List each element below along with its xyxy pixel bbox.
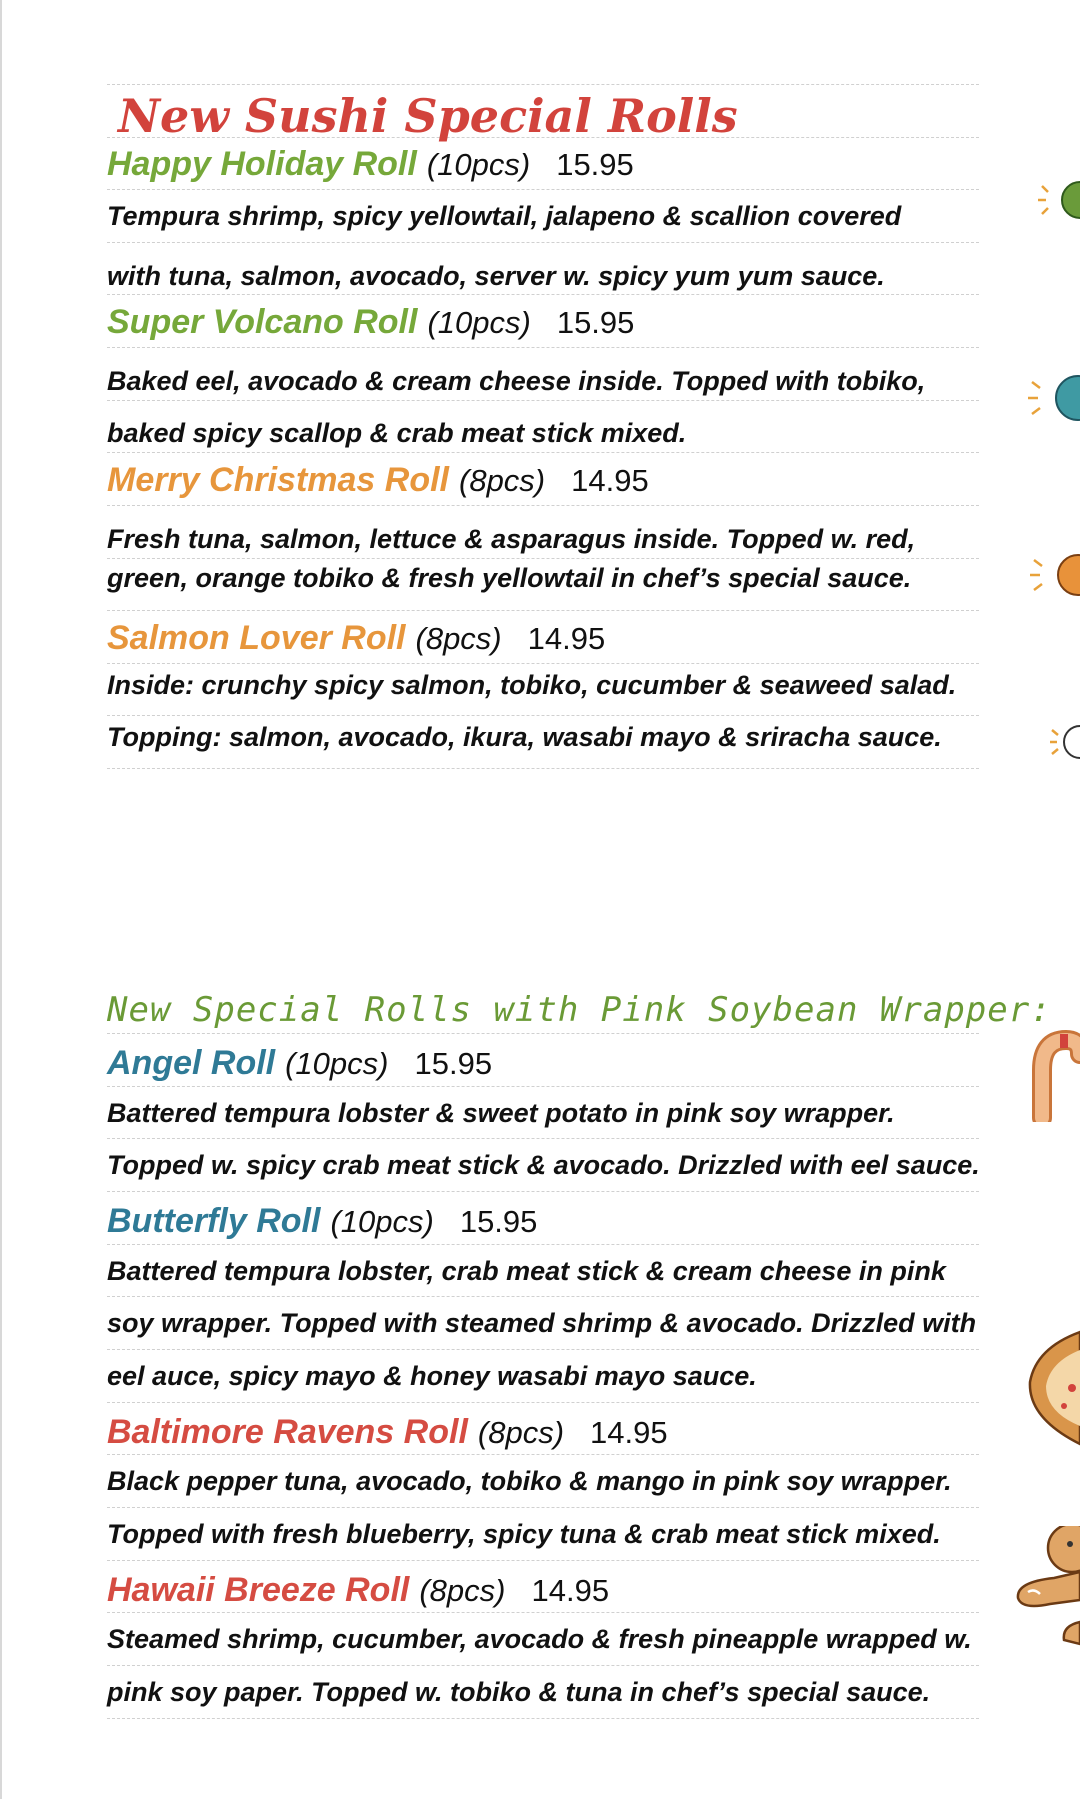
roll-description: Battered tempura lobster, crab meat stick & cream cheese in pink bbox=[107, 1256, 946, 1286]
roll-heading bbox=[107, 1040, 492, 1086]
rule-line bbox=[107, 189, 979, 190]
roll-description: Topping: salmon, avocado, ikura, wasabi mayo & sriracha sauce. bbox=[107, 722, 942, 752]
ornament-icon bbox=[1028, 370, 1080, 426]
rule-line bbox=[107, 1086, 979, 1087]
roll-price: 15.95 bbox=[459, 1204, 538, 1239]
roll-description: green, orange tobiko & fresh yellowtail in chef’s special sauce. bbox=[107, 563, 912, 593]
roll-pieces: (10pcs) bbox=[427, 305, 531, 340]
roll-pieces: (8pcs) bbox=[477, 1415, 565, 1450]
roll-price: 14.95 bbox=[527, 621, 606, 656]
roll-description: with tuna, salmon, avocado, server w. spicy yum yum sauce. bbox=[107, 261, 885, 291]
roll-pieces: (8pcs) bbox=[459, 463, 546, 498]
roll-description: Inside: crunchy spicy salmon, tobiko, cucumber & seaweed salad. bbox=[107, 670, 957, 700]
roll-price: 15.95 bbox=[414, 1046, 493, 1081]
roll-heading bbox=[107, 299, 634, 345]
page-edge bbox=[0, 0, 2, 1799]
gingerbread-icon bbox=[1014, 1526, 1080, 1646]
roll-price: 15.95 bbox=[556, 147, 634, 182]
rule-line bbox=[107, 1191, 979, 1192]
rule-line bbox=[107, 1402, 979, 1403]
roll-heading bbox=[107, 457, 649, 503]
rule-line bbox=[107, 663, 979, 664]
roll-description: pink soy paper. Topped w. tobiko & tuna in chef’s special sauce. bbox=[107, 1677, 931, 1707]
roll-heading bbox=[107, 615, 605, 661]
roll-description: Tempura shrimp, spicy yellowtail, jalapeno & scallion covered bbox=[107, 201, 902, 231]
rule-line bbox=[107, 1244, 979, 1245]
roll-name: Super Volcano Roll bbox=[107, 303, 418, 341]
rule-line bbox=[107, 1665, 979, 1666]
ornament-icon bbox=[1036, 178, 1080, 224]
roll-description: Battered tempura lobster & sweet potato in pink soy wrapper. bbox=[107, 1098, 895, 1128]
roll-pieces: (8pcs) bbox=[415, 621, 502, 656]
cookie-icon bbox=[1026, 1328, 1080, 1448]
rule-line bbox=[107, 84, 979, 85]
roll-description: Steamed shrimp, cucumber, avocado & fresh pineapple wrapped w. bbox=[107, 1624, 972, 1654]
rule-line bbox=[107, 1296, 979, 1297]
roll-name: Salmon Lover Roll bbox=[107, 619, 406, 657]
roll-heading bbox=[107, 1409, 668, 1455]
roll-description: Topped w. spicy crab meat stick & avocado. Drizzled with eel sauce. bbox=[107, 1150, 980, 1180]
roll-name: Baltimore Ravens Roll bbox=[107, 1413, 468, 1451]
rule-line bbox=[107, 505, 979, 506]
rule-line bbox=[107, 242, 979, 243]
roll-heading bbox=[107, 141, 634, 187]
roll-description: Topped with fresh blueberry, spicy tuna & crab meat stick mixed. bbox=[107, 1519, 941, 1549]
roll-description: Baked eel, avocado & cream cheese inside. Topped with tobiko, bbox=[107, 366, 926, 396]
rule-line bbox=[107, 1349, 979, 1350]
roll-description: Fresh tuna, salmon, lettuce & asparagus inside. Topped w. red, bbox=[107, 524, 916, 554]
section-title: New Sushi Special Rolls bbox=[118, 89, 738, 143]
rule-line bbox=[107, 1560, 979, 1561]
roll-name: Happy Holiday Roll bbox=[107, 145, 417, 183]
rule-line bbox=[107, 610, 979, 611]
roll-price: 14.95 bbox=[590, 1415, 668, 1450]
roll-description: soy wrapper. Topped with steamed shrimp & avocado. Drizzled with bbox=[107, 1308, 977, 1338]
rule-line bbox=[107, 1138, 979, 1139]
roll-pieces: (8pcs) bbox=[419, 1573, 506, 1608]
rule-line bbox=[107, 1507, 979, 1508]
rule-line bbox=[107, 1718, 979, 1719]
roll-name: Angel Roll bbox=[107, 1044, 276, 1082]
roll-description: Black pepper tuna, avocado, tobiko & mango in pink soy wrapper. bbox=[107, 1466, 952, 1496]
roll-heading bbox=[107, 1567, 609, 1613]
roll-name: Merry Christmas Roll bbox=[107, 461, 449, 499]
roll-name: Butterfly Roll bbox=[107, 1202, 321, 1240]
roll-pieces: (10pcs) bbox=[426, 147, 531, 182]
roll-price: 14.95 bbox=[531, 1573, 610, 1608]
ornament-icon bbox=[1050, 720, 1080, 764]
roll-description: baked spicy scallop & crab meat stick mixed. bbox=[107, 418, 687, 448]
candy-cane-icon bbox=[1030, 1030, 1080, 1122]
roll-pieces: (10pcs) bbox=[330, 1204, 434, 1239]
roll-pieces: (10pcs) bbox=[285, 1046, 389, 1081]
roll-description: eel auce, spicy mayo & honey wasabi mayo sauce. bbox=[107, 1361, 757, 1391]
roll-heading bbox=[107, 1198, 537, 1244]
ornament-icon bbox=[1030, 550, 1080, 600]
roll-price: 14.95 bbox=[571, 463, 649, 498]
section-subtitle: New Special Rolls with Pink Soybean Wrapper: bbox=[107, 990, 1052, 1030]
rule-line bbox=[107, 768, 979, 769]
rule-line bbox=[107, 347, 979, 348]
roll-price: 15.95 bbox=[556, 305, 635, 340]
rule-line bbox=[107, 715, 979, 716]
roll-name: Hawaii Breeze Roll bbox=[107, 1571, 410, 1609]
